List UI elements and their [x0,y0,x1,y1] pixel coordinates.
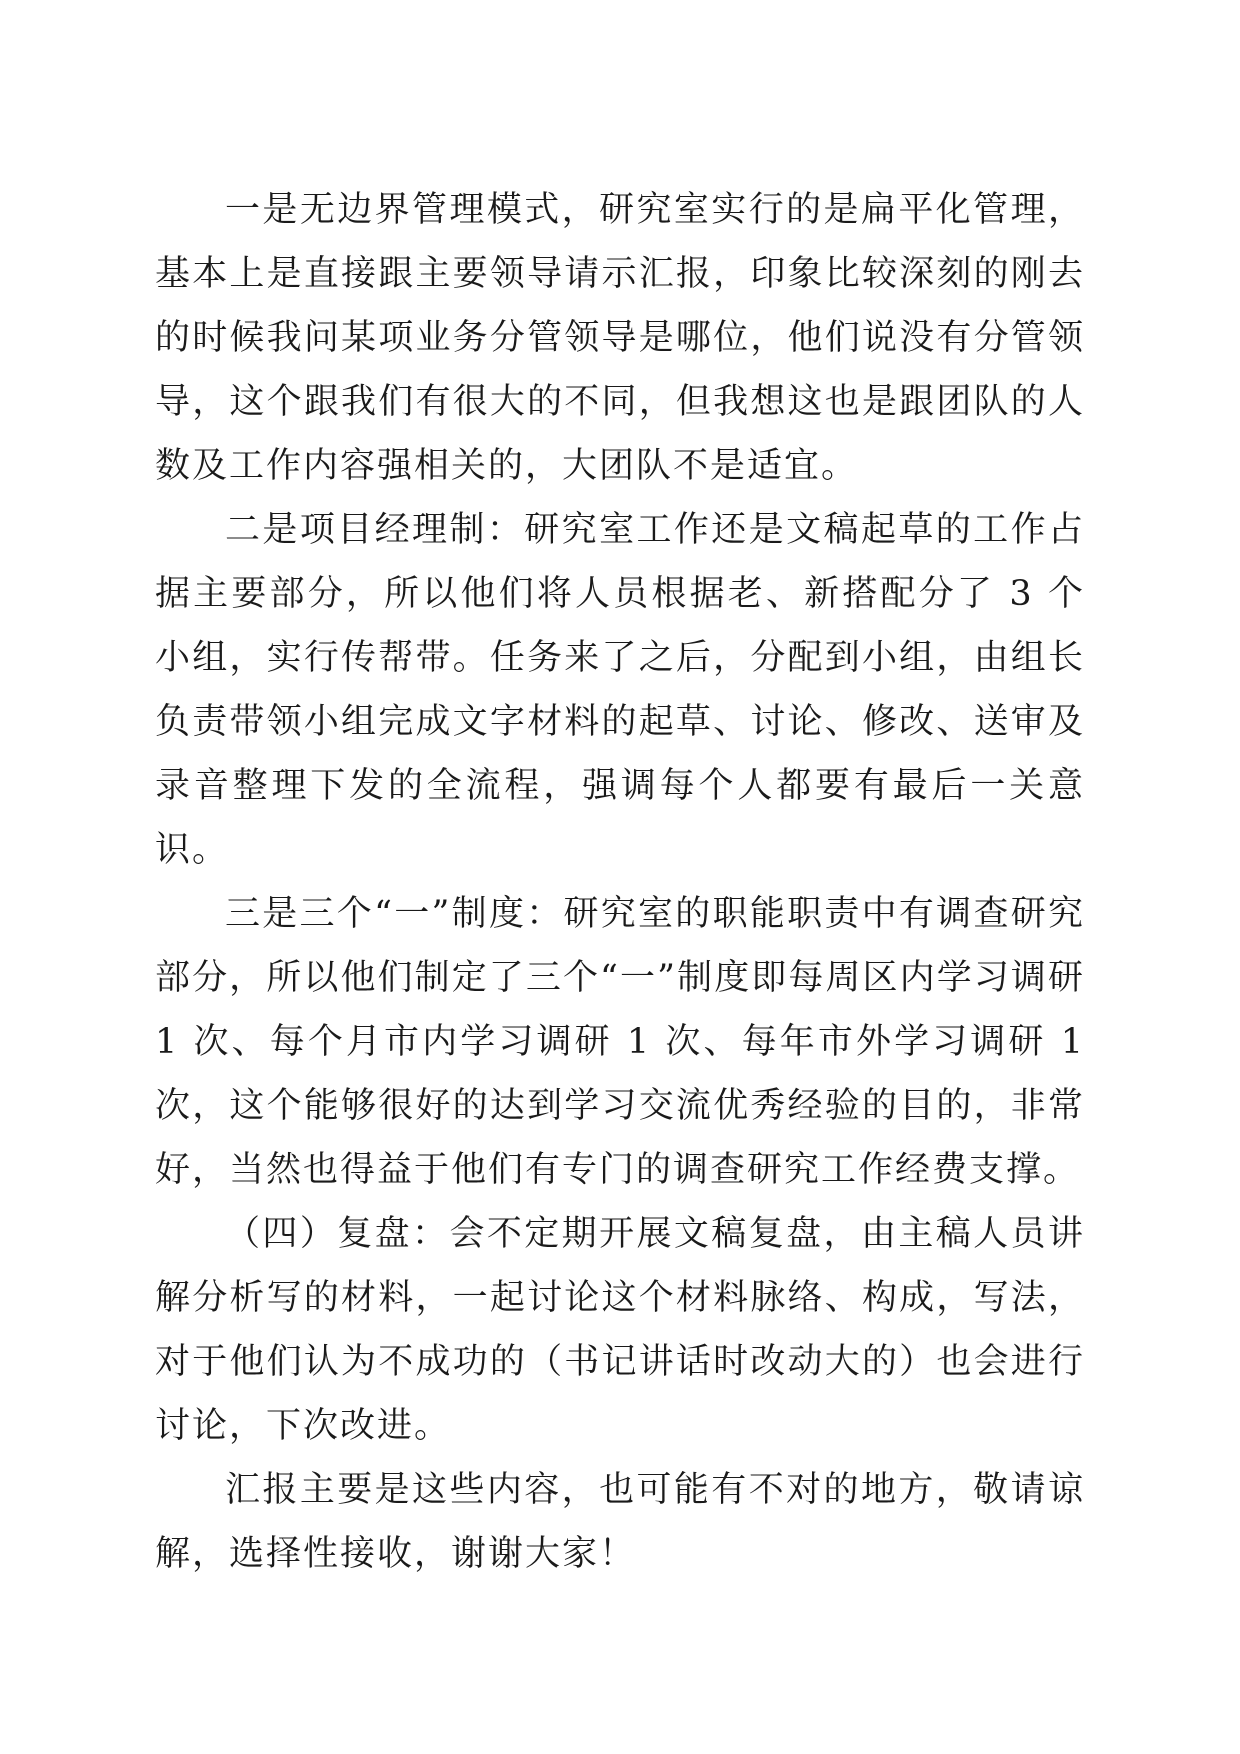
paragraph-boundaryless-management: 一是无边界管理模式，研究室实行的是扁平化管理，基本上是直接跟主要领导请示汇报，印象比较深刻的刚去的时候我问某项业务分管领导是哪位，他们说没有分管领导，这个跟我们有很大的不同，但我想这也是跟团队的人数及工作内容强相关的，大团队不是适宜。 [155,190,1085,486]
document-body [155,178,1085,1586]
paragraph-review: （四）复盘：会不定期开展文稿复盘，由主稿人员讲解分析写的材料，一起讨论这个材料脉络、构成，写法，对于他们认为不成功的（书记讲话时改动大的）也会进行讨论，下次改进。 [155,1214,1085,1446]
paragraph-project-manager-system: 二是项目经理制：研究室工作还是文稿起草的工作占据主要部分，所以他们将人员根据老、新搭配分了 3 个小组，实行传帮带。任务来了之后，分配到小组，由组长负责带领小组完成文字材料的起草、讨论、修改、送审及录音整理下发的全流程，强调每个人都要有最后一关意识。 [155,510,1085,870]
paragraph-three-one-system: 三是三个“一”制度：研究室的职能职责中有调查研究部分，所以他们制定了三个“一”制度即每周区内学习调研 1 次、每个月市内学习调研 1 次、每年市外学习调研 1 次，这个能够很好的达到学习交流优秀经验的目的，非常好，当然也得益于他们有专门的调查研究工作经费支撑。 [155,894,1085,1190]
paragraph-closing: 汇报主要是这些内容，也可能有不对的地方，敬请谅解，选择性接收，谢谢大家！ [155,1470,1085,1574]
